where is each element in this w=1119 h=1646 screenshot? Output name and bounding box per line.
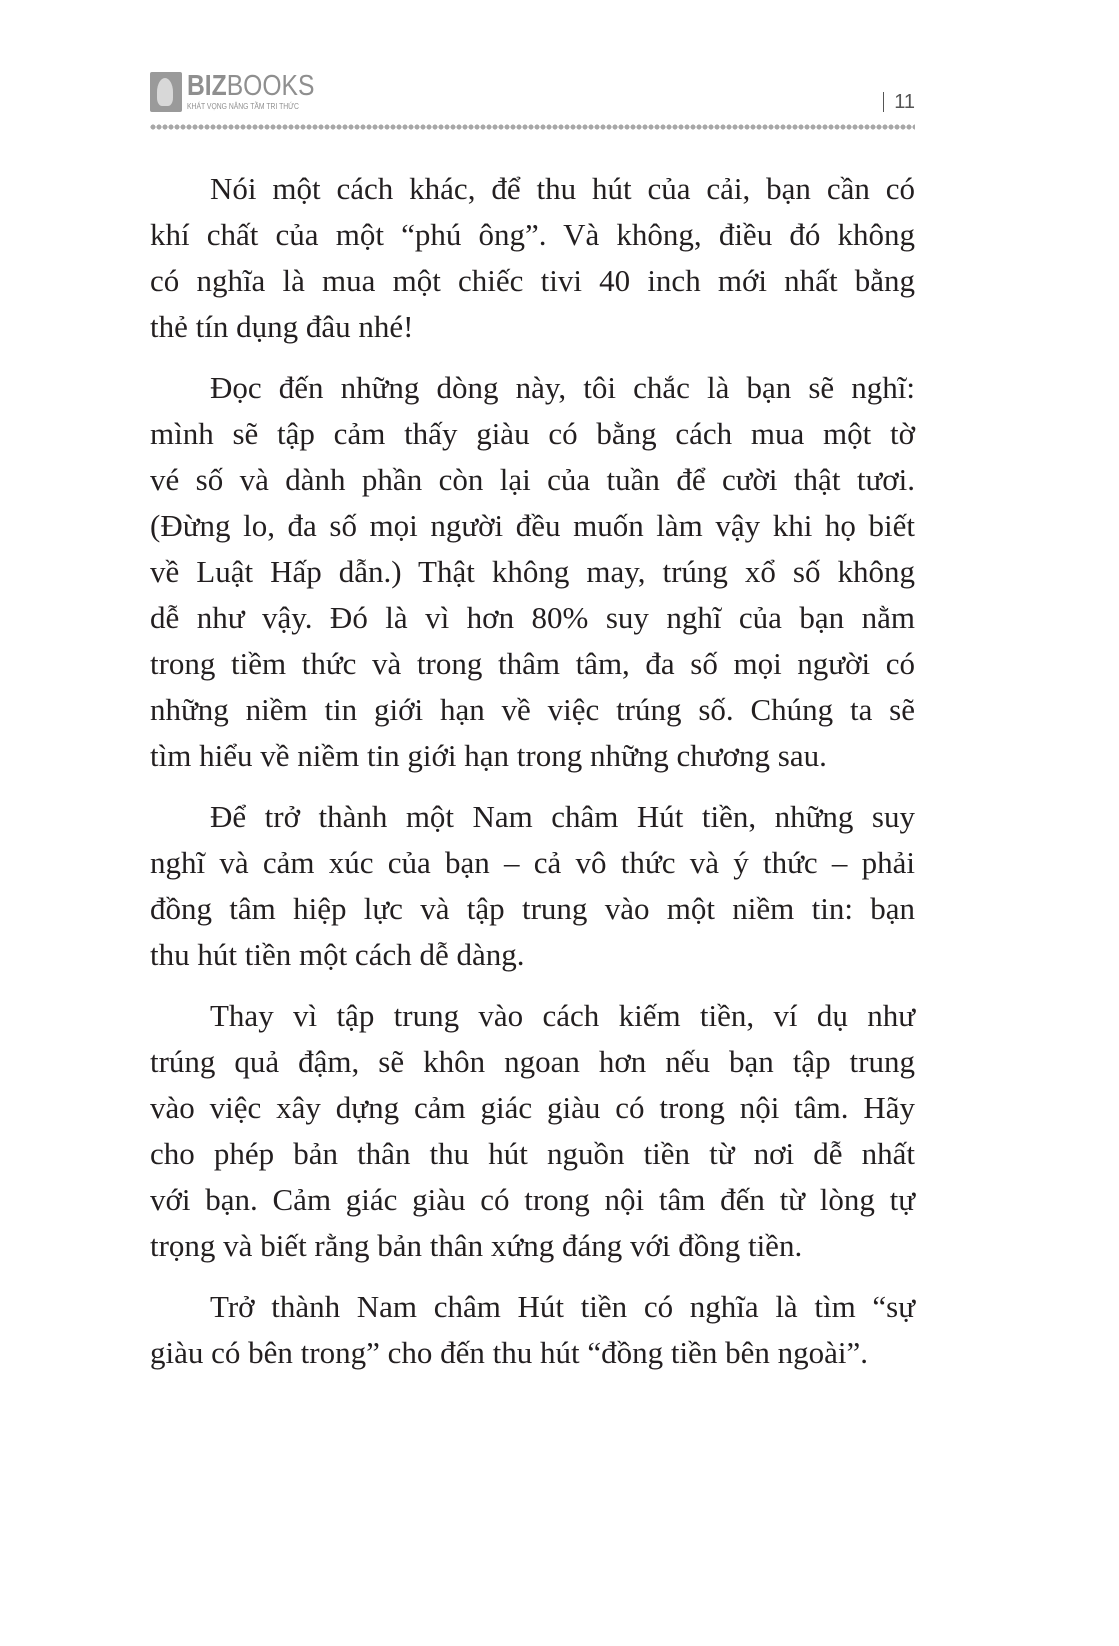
text-line: Nói một cách khác, để thu hút của cải, bạn cần có xyxy=(210,171,915,206)
text-line: Để trở thành một Nam châm Hút tiền, những suy xyxy=(210,799,915,834)
text-line: đồng tâm hiệp lực và tập trung vào một niềm tin: bạn xyxy=(150,891,915,926)
text-line: mình sẽ tập cảm thấy giàu có bằng cách mua một tờ xyxy=(150,416,915,451)
brand-bold: BIZ xyxy=(187,70,227,102)
brand-tagline: KHÁT VỌNG NÂNG TẦM TRI THỨC xyxy=(187,102,299,111)
text-line: thu hút tiền một cách dễ dàng. xyxy=(150,937,525,972)
text-line: Trở thành Nam châm Hút tiền có nghĩa là tìm “sự xyxy=(210,1289,915,1324)
brand-light: BOOKS xyxy=(226,70,315,102)
body-text xyxy=(150,166,915,1391)
text-line: nghĩ và cảm xúc của bạn – cả vô thức và ý thức – phải xyxy=(150,845,915,880)
text-line: có nghĩa là mua một chiếc tivi 40 inch mới nhất bằng xyxy=(150,263,915,298)
brand-name xyxy=(187,72,314,100)
text-line: Thay vì tập trung vào cách kiếm tiền, ví dụ như xyxy=(210,998,915,1033)
header-divider xyxy=(150,123,915,131)
text-line: Đọc đến những dòng này, tôi chắc là bạn sẽ nghĩ: xyxy=(210,370,915,405)
text-line: về Luật Hấp dẫn.) Thật không may, trúng xổ số không xyxy=(150,554,915,589)
text-line: vào việc xây dựng cảm giác giàu có trong nội tâm. Hãy xyxy=(150,1090,915,1125)
text-line: trọng và biết rằng bản thân xứng đáng với đồng tiền. xyxy=(150,1228,803,1263)
text-line: giàu có bên trong” cho đến thu hút “đồng tiền bên ngoài”. xyxy=(150,1335,868,1370)
text-line: thẻ tín dụng đâu nhé! xyxy=(150,309,414,344)
paragraph xyxy=(150,365,915,779)
text-line: với bạn. Cảm giác giàu có trong nội tâm đến từ lòng tự xyxy=(150,1182,915,1217)
logo-emblem-icon xyxy=(150,72,182,112)
text-line: dễ như vậy. Đó là vì hơn 80% suy nghĩ của bạn nằm xyxy=(150,600,915,635)
text-line: những niềm tin giới hạn về việc trúng số. Chúng ta sẽ xyxy=(150,692,915,727)
text-line: cho phép bản thân thu hút nguồn tiền từ nơi dễ nhất xyxy=(150,1136,915,1171)
paragraph xyxy=(150,166,915,350)
text-line: khí chất của một “phú ông”. Và không, điều đó không xyxy=(150,217,915,252)
text-line: vé số và dành phần còn lại của tuần để cười thật tươi. xyxy=(150,462,915,497)
paragraph xyxy=(150,1284,915,1376)
text-line: trúng quả đậm, sẽ khôn ngoan hơn nếu bạn tập trung xyxy=(150,1044,915,1079)
text-line: (Đừng lo, đa số mọi người đều muốn làm vậy khi họ biết xyxy=(150,508,915,543)
text-line: trong tiềm thức và trong thâm tâm, đa số mọi người có xyxy=(150,646,915,681)
text-line: tìm hiểu về niềm tin giới hạn trong những chương sau. xyxy=(150,738,827,773)
paragraph xyxy=(150,993,915,1269)
page-number: 11 xyxy=(883,92,915,112)
publisher-logo xyxy=(150,72,337,112)
paragraph xyxy=(150,794,915,978)
